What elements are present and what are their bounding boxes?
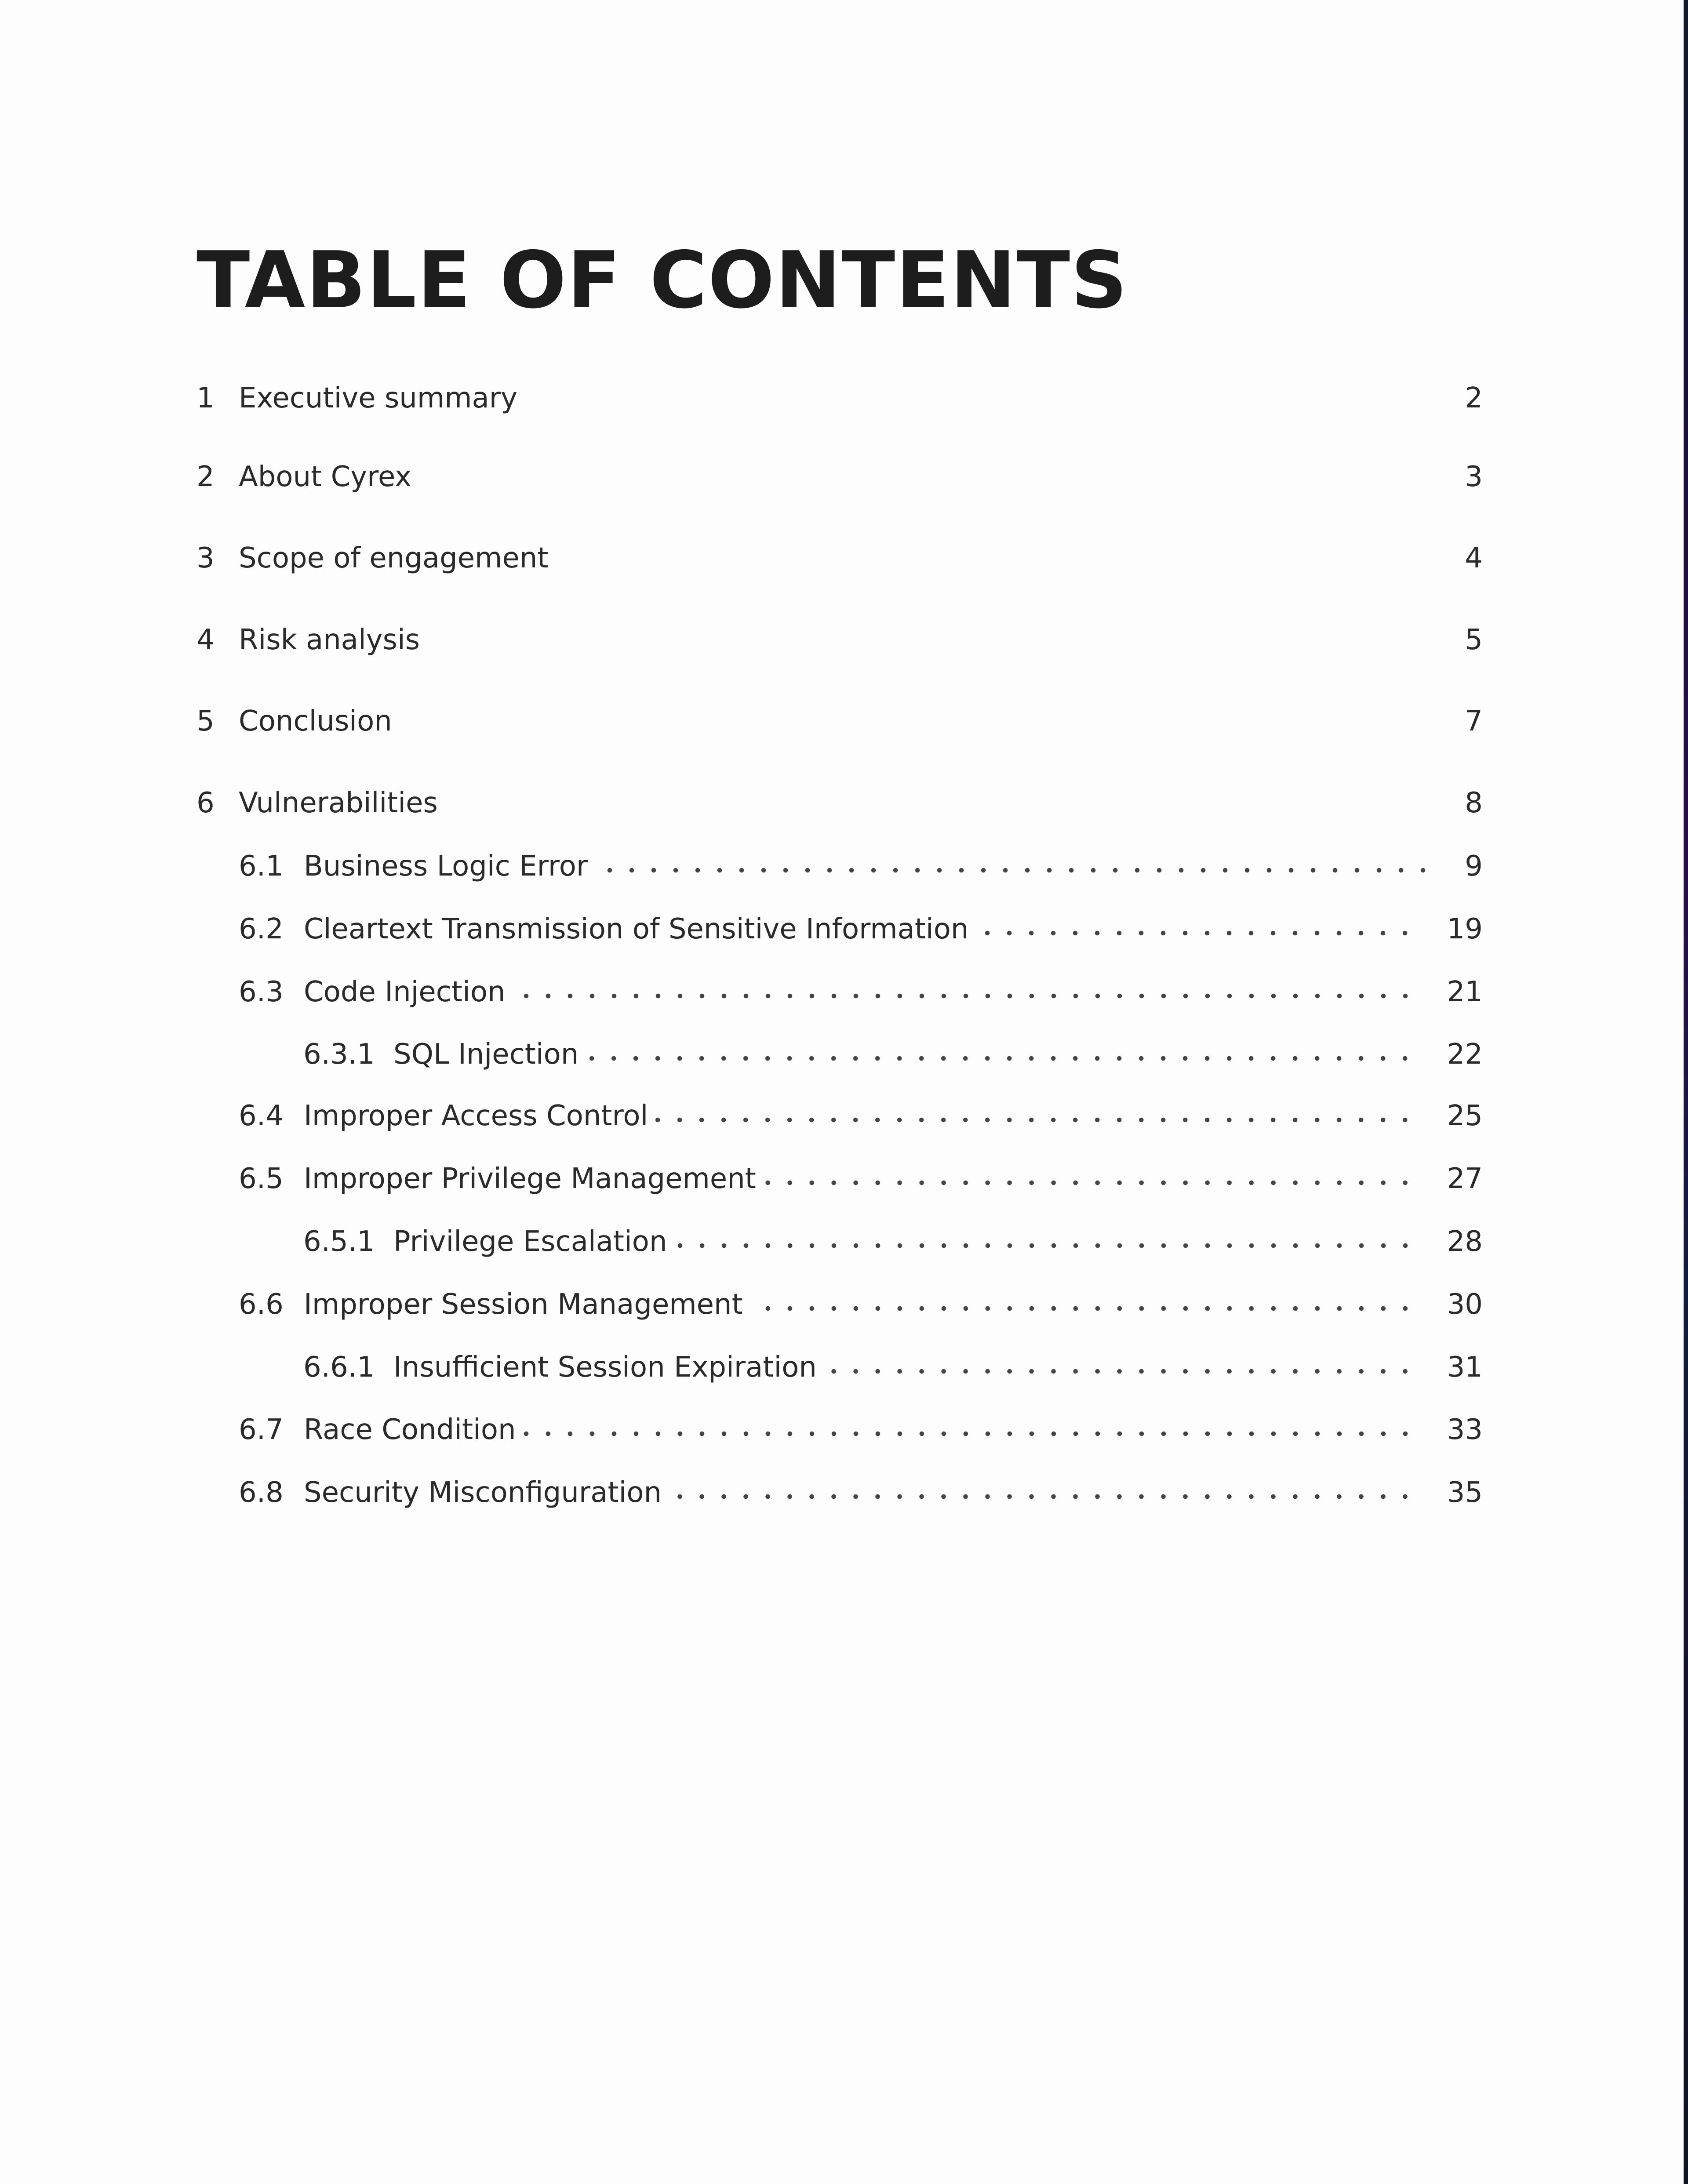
toc-entry[interactable] [239, 1280, 1483, 1329]
dot-leader [595, 867, 1434, 873]
toc-entry[interactable] [196, 779, 1483, 827]
toc-entry-page: 25 [1447, 1100, 1483, 1132]
toc-entry-number: 6.5 [239, 1163, 284, 1195]
dot-leader [586, 1055, 1416, 1061]
toc-entry[interactable] [303, 1217, 1483, 1266]
toc-entry-number: 6.5.1 [303, 1225, 375, 1258]
toc-entry[interactable] [303, 1343, 1483, 1392]
toc-entry[interactable] [239, 905, 1483, 953]
toc-entry-page: 30 [1447, 1288, 1483, 1321]
toc-entry[interactable] [239, 968, 1483, 1016]
toc-entry-label: Executive summary [239, 382, 517, 414]
toc-entry-number: 6.6 [239, 1288, 284, 1321]
toc-entry-page: 2 [1465, 382, 1483, 414]
toc-entry-label: Improper Privilege Management [304, 1163, 756, 1195]
toc-entry-page: 7 [1465, 705, 1483, 738]
toc-entry-label: Conclusion [239, 705, 392, 738]
toc-entry[interactable] [196, 697, 1483, 745]
toc-entry[interactable] [196, 453, 1483, 501]
toc-entry-page: 19 [1447, 913, 1483, 945]
toc-entry[interactable] [196, 374, 1483, 422]
toc-entry[interactable] [239, 1406, 1483, 1454]
dot-leader [750, 1305, 1416, 1312]
toc-entry-label: Race Condition [304, 1414, 516, 1446]
toc-entry-label: SQL Injection [393, 1038, 579, 1071]
toc-entry-number: 1 [196, 382, 215, 414]
toc-entry-number: 6.3.1 [303, 1038, 375, 1071]
toc-entry-label: Scope of engagement [239, 542, 549, 574]
toc-entry-page: 27 [1447, 1163, 1483, 1195]
toc-entry[interactable] [239, 842, 1483, 890]
toc-entry-number: 6.6.1 [303, 1351, 375, 1384]
toc-entry-number: 6.1 [239, 850, 284, 883]
toc-entry-page: 35 [1447, 1476, 1483, 1509]
dot-leader [523, 1431, 1416, 1437]
toc-entry[interactable] [196, 616, 1483, 664]
toc-entry-label: Improper Session Management [304, 1288, 743, 1321]
dot-leader [824, 1368, 1416, 1374]
toc-entry-label: Cleartext Transmission of Sensitive Information [304, 913, 969, 945]
toc-entry-page: 5 [1465, 624, 1483, 656]
toc-entry-number: 6.4 [239, 1100, 284, 1132]
toc-entry[interactable] [303, 1030, 1483, 1079]
toc-entry-page: 9 [1465, 850, 1483, 883]
toc-entry-number: 2 [196, 461, 215, 493]
toc-entry-label: Privilege Escalation [393, 1225, 667, 1258]
toc-entry-page: 21 [1447, 976, 1483, 1008]
toc-entry-label: Security Misconfiguration [304, 1476, 662, 1509]
toc-entry-page: 33 [1447, 1414, 1483, 1446]
toc-entry-label: About Cyrex [239, 461, 412, 493]
toc-entry-label: Vulnerabilities [239, 787, 438, 819]
toc-entry[interactable] [239, 1155, 1483, 1203]
toc-entry[interactable] [239, 1468, 1483, 1517]
toc-entry-label: Risk analysis [239, 624, 420, 656]
background-edge [1684, 0, 1688, 2184]
toc-entry-page: 22 [1447, 1038, 1483, 1071]
toc-entry-number: 6.7 [239, 1414, 284, 1446]
toc-entry-label: Insufficient Session Expiration [393, 1351, 817, 1384]
dot-leader [763, 1180, 1416, 1186]
toc-entry-number: 4 [196, 624, 215, 656]
toc-entry-number: 6.3 [239, 976, 284, 1008]
toc-entry-number: 6.2 [239, 913, 284, 945]
toc-entry-page: 31 [1447, 1351, 1483, 1384]
dot-leader [655, 1117, 1416, 1123]
toc-entry-label: Improper Access Control [304, 1100, 648, 1132]
toc-entry-page: 3 [1465, 461, 1483, 493]
toc-entry-number: 5 [196, 705, 215, 738]
toc-entry[interactable] [196, 534, 1483, 582]
toc-entry-label: Code Injection [304, 976, 506, 1008]
toc-entry-number: 6 [196, 787, 215, 819]
toc-entry-label: Business Logic Error [304, 850, 588, 883]
dot-leader [674, 1243, 1416, 1249]
toc-entry[interactable] [239, 1092, 1483, 1140]
dot-leader [975, 930, 1416, 936]
toc-entry-number: 3 [196, 542, 215, 574]
toc-entry-page: 28 [1447, 1225, 1483, 1258]
toc-entry-number: 6.8 [239, 1476, 284, 1509]
toc-entry-page: 4 [1465, 542, 1483, 574]
dot-leader [669, 1494, 1416, 1500]
dot-leader [513, 993, 1416, 999]
page-title: TABLE OF CONTENTS [196, 235, 1128, 326]
toc-entry-page: 8 [1465, 787, 1483, 819]
